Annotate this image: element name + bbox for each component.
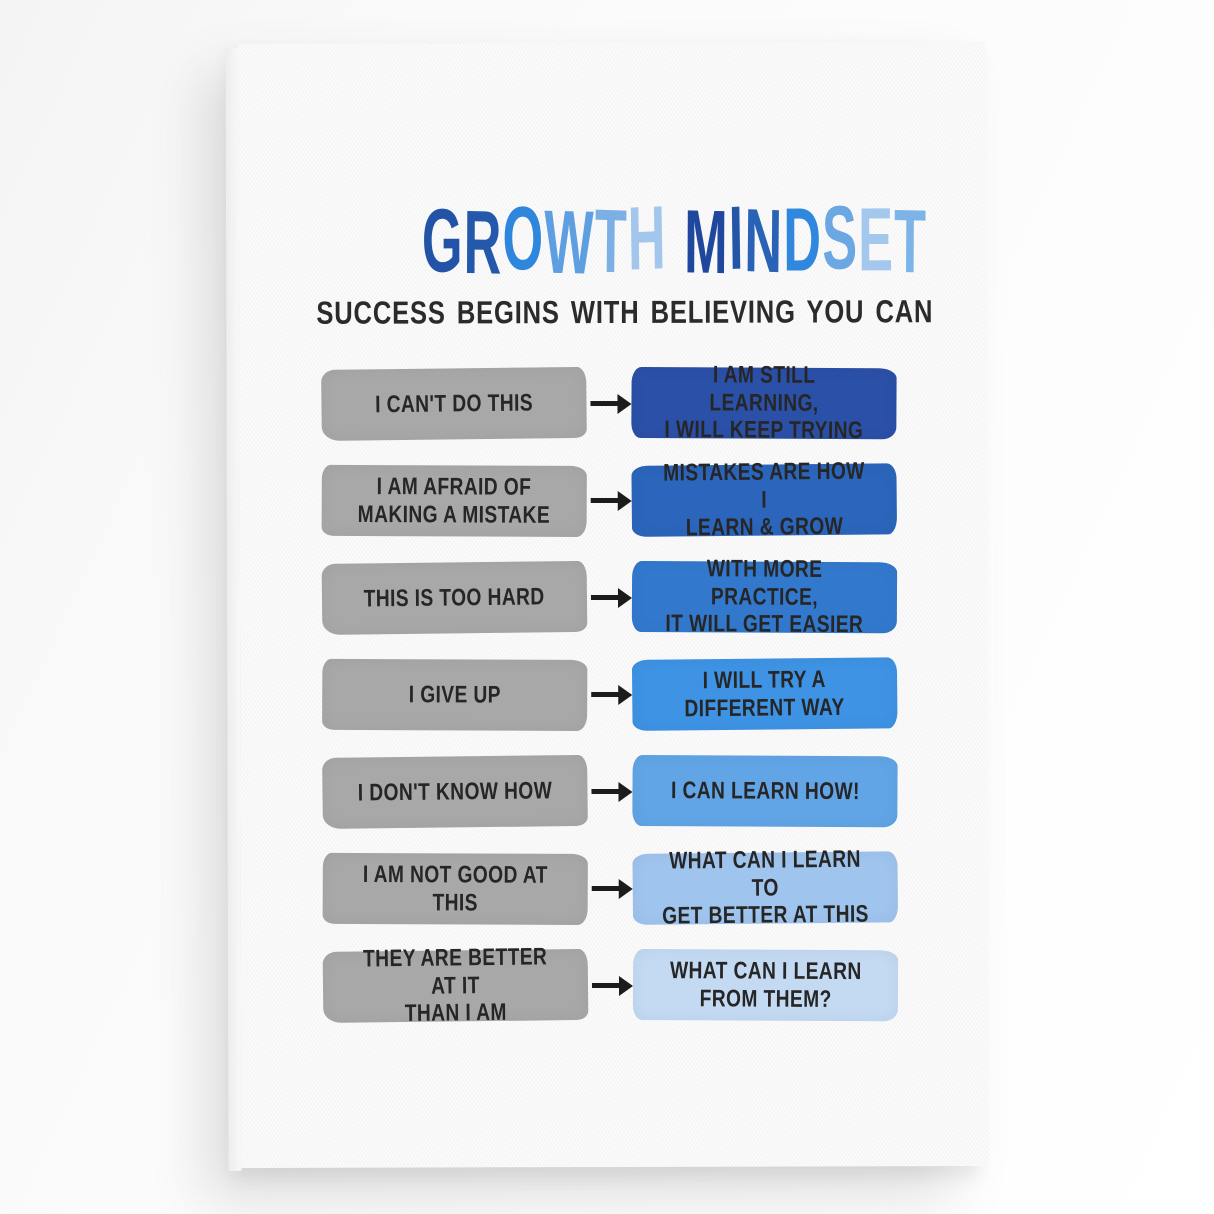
growth-mindset-box — [632, 755, 897, 827]
growth-mindset-text: WHAT CAN I LEARN TO GET BETTER AT THIS — [662, 845, 869, 930]
arrow-icon — [587, 682, 632, 706]
fixed-mindset-text: I CAN'T DO THIS — [374, 389, 533, 419]
growth-mindset-box — [631, 361, 896, 445]
mindset-row — [321, 361, 896, 445]
growth-mindset-box — [632, 555, 897, 639]
mindset-row — [323, 845, 898, 930]
fixed-mindset-box — [323, 853, 588, 925]
growth-mindset-box — [632, 845, 898, 930]
fixed-mindset-text: I DON'T KNOW HOW — [357, 777, 553, 807]
growth-mindset-text: WHAT CAN I LEARN FROM THEM? — [669, 957, 862, 1013]
fixed-mindset-box — [323, 943, 589, 1028]
mindset-row — [322, 658, 897, 731]
arrow-icon — [587, 488, 632, 512]
fixed-mindset-box — [322, 659, 587, 731]
fixed-mindset-text: THIS IS TOO HARD — [363, 583, 546, 613]
growth-mindset-box — [633, 949, 898, 1021]
fixed-mindset-box — [322, 561, 588, 635]
poster-title — [239, 187, 986, 294]
fixed-mindset-text: I GIVE UP — [408, 680, 501, 709]
mindset-row — [322, 555, 897, 639]
mindset-row — [322, 457, 897, 542]
fixed-mindset-box — [322, 465, 587, 537]
fixed-mindset-text: THEY ARE BETTER AT IT THAN I AM — [362, 943, 548, 1028]
arrow-icon — [587, 779, 632, 803]
arrow-icon — [588, 876, 633, 900]
fixed-mindset-box — [322, 755, 588, 829]
canvas-poster — [239, 42, 989, 1168]
growth-mindset-text: MISTAKES ARE HOW I LEARN & GROW — [663, 457, 865, 542]
growth-mindset-text: WITH MORE PRACTICE, IT WILL GET EASIER — [665, 555, 864, 639]
fixed-mindset-text: I AM NOT GOOD AT THIS — [362, 860, 548, 917]
growth-mindset-box — [631, 457, 897, 542]
arrow-icon — [586, 391, 631, 415]
fixed-mindset-text: I AM AFRAID OF MAKING A MISTAKE — [357, 472, 551, 529]
mindset-rows — [239, 361, 898, 1028]
fixed-mindset-box — [321, 367, 587, 441]
mindset-row — [322, 755, 897, 828]
growth-mindset-box — [632, 657, 898, 731]
arrow-icon — [587, 585, 632, 609]
mindset-row — [323, 943, 898, 1028]
poster-title-letters: GROWTH MINDSET — [421, 187, 928, 294]
growth-mindset-text: I WILL TRY A DIFFERENT WAY — [684, 665, 846, 722]
growth-mindset-text: I AM STILL LEARNING, I WILL KEEP TRYING — [664, 361, 864, 445]
poster-subtitle — [239, 294, 986, 337]
arrow-icon — [588, 973, 633, 997]
poster-subtitle-text: SUCCESS BEGINS WITH BELIEVING YOU CAN — [316, 293, 934, 331]
growth-mindset-text: I CAN LEARN HOW! — [670, 776, 860, 805]
